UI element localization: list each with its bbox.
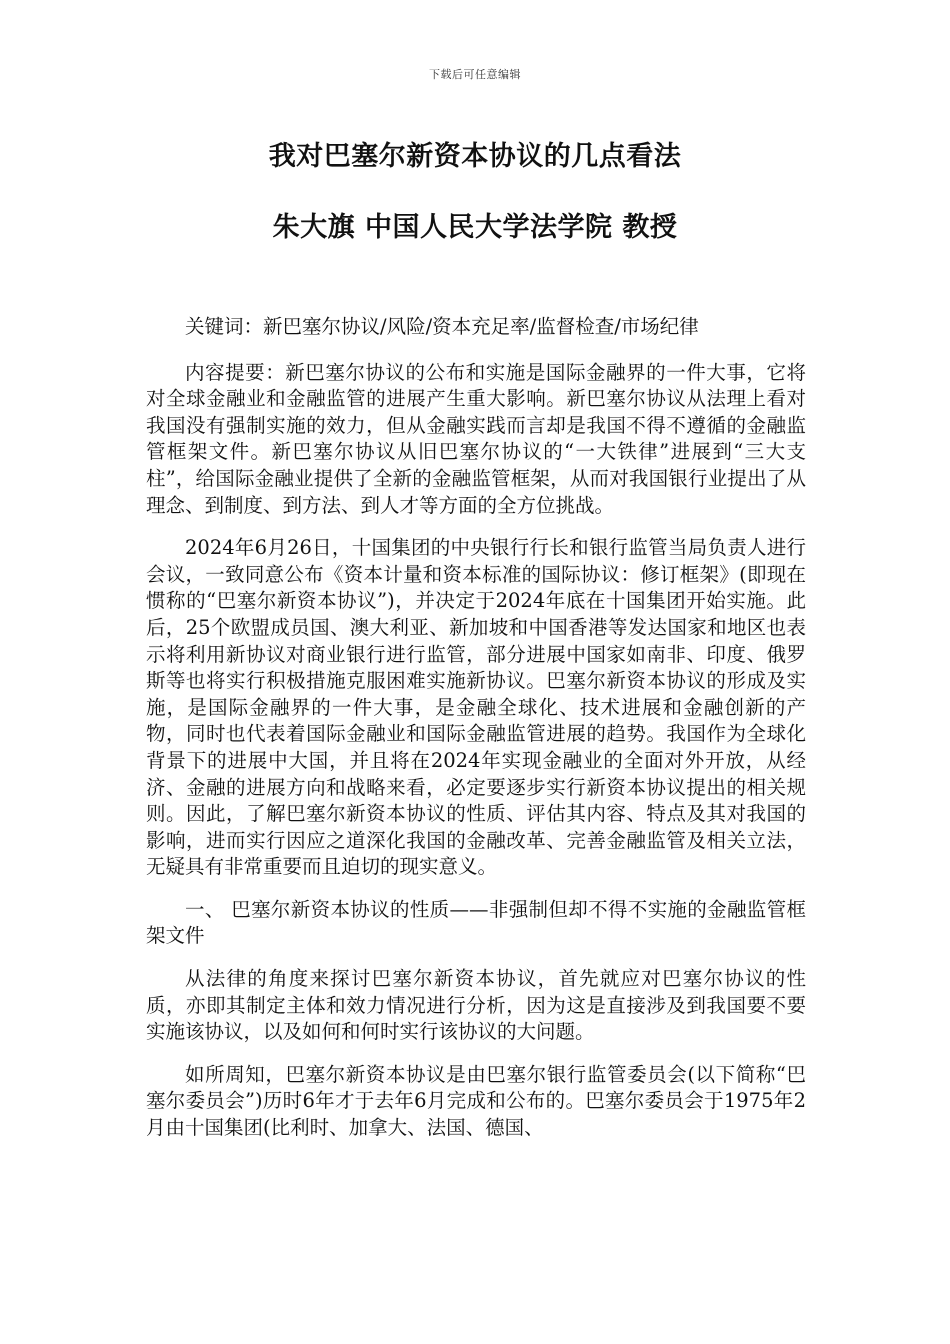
document-body [146, 314, 806, 1158]
section-paragraph-1: 从法律的角度来探讨巴塞尔新资本协议，首先就应对巴塞尔协议的性质，亦即其制定主体和效力情况进行分析，因为这是直接涉及到我国要不要实施该协议，以及如何和何时实行该协议的大问题。 [146, 967, 806, 1044]
section-paragraph-2: 如所周知，巴塞尔新资本协议是由巴塞尔银行监管委员会(以下简称“巴塞尔委员会”)历时6年才于去年6月完成和公布的。巴塞尔委员会于1975年2月由十国集团(比利时、加拿大、法国、德国、 [146, 1062, 806, 1140]
abstract-paragraph: 内容提要：新巴塞尔协议的公布和实施是国际金融界的一件大事，它将对全球金融业和金融监管的进展产生重大影响。新巴塞尔协议从法理上看对我国没有强制实施的效力，但从金融实践而言却是我国不得不遵循的金融监管框架文件。新巴塞尔协议从旧巴塞尔协议的“一大铁律”进展到“三大支柱”，给国际金融业提供了全新的金融监管框架，从而对我国银行业提出了从理念、到制度、到方法、到人才等方面的全方位挑战。 [146, 360, 806, 517]
intro-paragraph: 2024年6月26日，十国集团的中央银行行长和银行监管当局负责人进行会议，一致同意公布《资本计量和资本标准的国际协议：修订框架》(即现在惯称的“巴塞尔新资本协议”)，并决定于2024年底在十国集团开始实施。此后，25个欧盟成员国、澳大利亚、新加坡和中国香港等发达国家和地区也表示将利用新协议对商业银行进行监管，部分进展中国家如南非、印度、俄罗斯等也将实行积极措施克服困难实施新协议。巴塞尔新资本协议的形成及实施，是国际金融界的一件大事，是金融全球化、技术进展和金融创新的产物，同时也代表着国际金融业和国际金融监管进展的趋势。我国作为全球化背景下的进展中大国，并且将在2024年实现金融业的全面对外开放，从经济、金融的进展方向和战略来看，必定要逐步实行新资本协议提出的相关规则。因此，了解巴塞尔新资本协议的性质、评估其内容、特点及其对我国的影响，进而实行因应之道深化我国的金融改革、完善金融监管及相关立法，无疑具有非常重要而且迫切的现实意义。 [146, 536, 806, 879]
section-heading: 一、 巴塞尔新资本协议的性质——非强制但却不得不实施的金融监管框架文件 [146, 897, 806, 948]
header-note: 下载后可任意编辑 [429, 68, 521, 81]
keywords-paragraph: 关键词：新巴塞尔协议/风险/资本充足率/监督检查/市场纪律 [185, 315, 699, 338]
author-line: 朱大旗 中国人民大学法学院 教授 [272, 212, 678, 243]
document-title: 我对巴塞尔新资本协议的几点看法 [268, 141, 682, 172]
